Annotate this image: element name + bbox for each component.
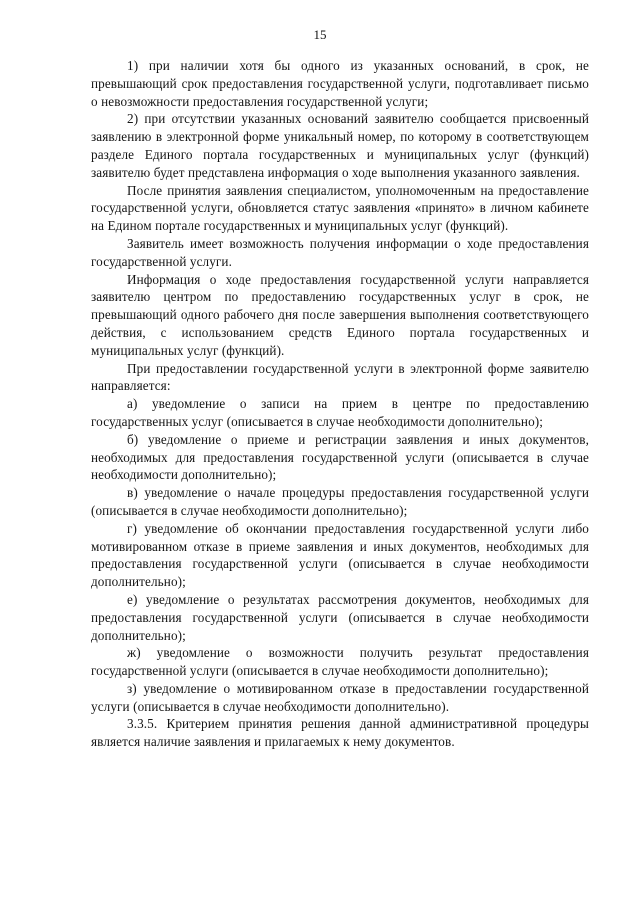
list-item-b: б) уведомление о приеме и регистрации заявления и иных документов, необходимых для предоставления государственной услуги (описывается в случае необходимости дополнительно);	[91, 431, 589, 483]
paragraph-status-update: После принятия заявления специалистом, уполномоченным на предоставление государственной услуги, обновляется статус заявления «принято» в личном кабинете на Едином портале государственных и муниципальных услуг (функций).	[91, 182, 589, 234]
list-item-z: з) уведомление о мотивированном отказе в предоставлении государственной услуги (описывается в случае необходимости дополнительно).	[91, 680, 589, 714]
document-body	[91, 57, 589, 751]
paragraph-applicant-info: Заявитель имеет возможность получения информации о ходе предоставления государственной услуги.	[91, 235, 589, 269]
paragraph-info-delivery: Информация о ходе предоставления государственной услуги направляется заявителю центром по предоставлению государственных услуг в срок, не превышающий одного рабочего дня после завершения выполнения соответствующего действия, с использованием средств Единого портала государственных и муниципальных услуг (функций).	[91, 271, 589, 358]
paragraph-criterion: 3.3.5. Критерием принятия решения данной административной процедуры является наличие заявления и прилагаемых к нему документов.	[91, 716, 589, 750]
list-item-zh: ж) уведомление о возможности получить результат предоставления государственной услуги (описывается в случае необходимости дополнительно);	[91, 645, 589, 679]
list-item-e: е) уведомление о результатах рассмотрения документов, необходимых для предоставления государственной услуги (описывается в случае необходимости дополнительно);	[91, 591, 589, 643]
paragraph-item-1: 1) при наличии хотя бы одного из указанных оснований, в срок, не превышающий срок предоставления государственной услуги, подготавливает письмо о невозможности предоставления государственной услуги;	[91, 58, 589, 109]
paragraph-notifications-intro: При предоставлении государственной услуги в электронной форме заявителю направляется:	[91, 360, 589, 394]
page-number: 15	[313, 27, 327, 42]
paragraph-item-2: 2) при отсутствии указанных оснований заявителю сообщается присвоенный заявлению в электронной форме уникальный номер, по которому в соответствующем разделе Единого портала государственных и муниципальных услуг (функций) заявителю будет представлена информация о ходе выполнения указанного заявления.	[91, 111, 589, 180]
list-item-v: в) уведомление о начале процедуры предоставления государственной услуги (описывается в случае необходимости дополнительно);	[91, 485, 589, 518]
list-item-a: а) уведомление о записи на прием в центре по предоставлению государственных услуг (описывается в случае необходимости дополнительно);	[91, 396, 589, 429]
list-item-g: г) уведомление об окончании предоставления государственной услуги либо мотивированном отказе в приеме заявления и иных документов, необходимых для предоставления государственной услуги (описывается в случае необходимости дополнительно);	[91, 520, 589, 590]
